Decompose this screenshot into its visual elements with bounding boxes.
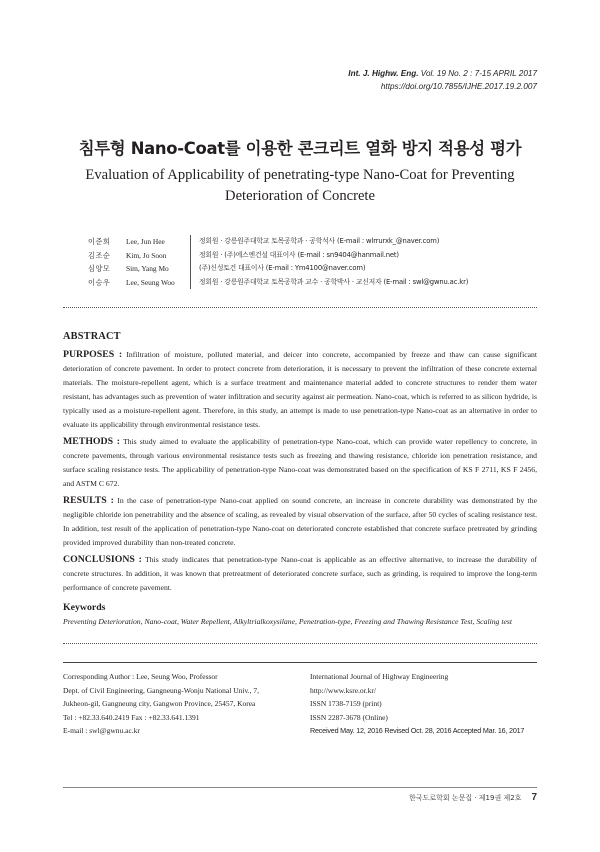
- corresponding-line: Dept. of Civil Engineering, Gangneung-Wonju National Univ., 7,: [63, 685, 259, 695]
- author-name-ko: 김조순: [88, 250, 111, 260]
- keywords-text: Preventing Deterioration, Nano-coat, Water Repellent, Alkyltrialkoxysilane, Penetration-type, Freezing and Thawing Resistance Test, Scaling test: [63, 617, 512, 626]
- footer-divider: [63, 787, 537, 788]
- journal-info-line: ISSN 2287-3678 (Online): [310, 712, 388, 722]
- results-paragraph: [63, 494, 537, 550]
- corresponding-line: Corresponding Author : Lee, Seung Woo, Professor: [63, 672, 218, 681]
- title-english: Evaluation of Applicability of penetrating-type Nano-Coat for Preventing Deterioration of Concrete: [85, 167, 515, 204]
- dotted-divider: [63, 643, 537, 644]
- corresponding-line: Tel : +82.33.640.2419 Fax : +82.33.641.1391: [63, 712, 200, 722]
- journal-info-line: International Journal of Highway Engineering: [310, 672, 449, 681]
- results-text: In the case of penetration-type Nano-coat applied on sound concrete, an increase in concrete durability was demonstrated by the negligible chloride ion penetrability and the absence of scaling, as revealed by visual observation of the surface, after 50 cycles of scaling resistance test. In addition, test result of the application of penetration-type Nano-coat on deteriorated concrete established that concrete surface pretreated by grinding provided improved durability than non-treated concrete.: [63, 496, 538, 547]
- author-name-en: Sim, Yang Mo: [126, 264, 169, 274]
- author-affiliation: (주)신성토건 대표이사 (E-mail : Ym4100@naver.com): [190, 262, 365, 276]
- author-name-en: Kim, Jo Soon: [126, 250, 167, 260]
- author-name-en: Lee, Seung Woo: [126, 277, 175, 287]
- author-name-en: Lee, Jun Hee: [126, 237, 165, 246]
- abstract-heading: ABSTRACT: [63, 331, 121, 342]
- conclusions-label: CONCLUSIONS :: [63, 554, 142, 565]
- author-affiliation: 정회원 · 강릉원주대학교 토목공학과 · 공학석사 (E-mail : wlrrurxk_@naver.com): [190, 235, 439, 249]
- author-row: [88, 262, 468, 276]
- dotted-divider: [63, 307, 537, 308]
- title-korean: 침투형 Nano-Coat를 이용한 콘크리트 열화 방지 적용성 평가: [78, 139, 522, 158]
- corresponding-author-block: [63, 670, 259, 738]
- author-row: [88, 249, 468, 263]
- methods-paragraph: [63, 435, 537, 491]
- page-number: 7: [531, 792, 537, 803]
- keywords-heading: Keywords: [63, 602, 106, 613]
- journal-info-block: [310, 670, 524, 738]
- purposes-text: Infiltration of moisture, polluted material, and deicer into concrete, accompanied by freeze and thaw can cause significant deterioration of concrete pavement. In order to protect concrete from deterioration, it is necessary to prevent the infiltration of these concrete external materials. The moisture-repellent agent, which is a surface treatment and maintenance material added to concrete structures to render them water resistant, has advantages such as prevention of water infiltration and security against air permeation. Nano-coat, which is referred to as silicon hydride, is typically used as a moisture-repellent agent. Therefore, in this study, an attempt is made to use penetration-type Nano-coat as an alternative in order to evaluate its applicability through environmental resistance tests.: [63, 350, 538, 429]
- journal-header: [348, 67, 537, 93]
- purposes-label: PURPOSES :: [63, 349, 123, 360]
- author-list: [88, 235, 468, 289]
- journal-info-line: ISSN 1738-7159 (print): [310, 699, 382, 708]
- footer-journal-name: 한국도로학회 논문집 · 제19권 제2호: [409, 794, 522, 802]
- volume-info: Vol. 19 No. 2 : 7-15 APRIL 2017: [420, 69, 537, 78]
- journal-url[interactable]: http://www.ksre.or.kr/: [310, 685, 376, 695]
- author-row: [88, 276, 468, 290]
- page-footer: [409, 792, 537, 803]
- author-affiliation: 정회원 · 강릉원주대학교 토목공학과 교수 · 공학박사 · 교신저자 (E-mail : swl@gwnu.ac.kr): [190, 276, 468, 290]
- author-name-ko: 심양모: [88, 264, 111, 274]
- methods-label: METHODS :: [63, 436, 120, 447]
- author-affiliation: 정회원 · (주)에스엔건설 대표이사 (E-mail : sn9404@hanmail.net): [190, 249, 399, 263]
- corresponding-email[interactable]: E-mail : swl@gwnu.ac.kr: [63, 726, 140, 735]
- received-dates: Received May. 12, 2016 Revised Oct. 28, 2016 Accepted Mar. 16, 2017: [310, 726, 525, 735]
- journal-name: Int. J. Highw. Eng.: [348, 69, 419, 78]
- abstract-section: [63, 330, 537, 629]
- methods-text: This study aimed to evaluate the applicability of penetration-type Nano-coat, which can provide water repellency to concrete, in concrete pavements, through various environmental resistance tests such as freezing and thawing resistance, chloride ion penetration resistance, and surface scaling resistance tests. The applicability of penetration-type Nano-coat was demonstrated based on the specification of KS F 2711, KS F 2456, and ASTM C 672.: [63, 437, 537, 488]
- conclusions-text: This study indicates that penetration-type Nano-coat is applicable as an effective alternative, to increase the durability of concrete structures. In addition, it was known that pretreatment of deteriorated concrete surface, such as grinding, is required to improve the long-term performance of concrete pavement.: [63, 555, 537, 592]
- author-name-ko: 이승우: [88, 277, 111, 287]
- results-label: RESULTS :: [63, 495, 114, 506]
- corresponding-line: Jukheon-gil, Gangneung city, Gangwon Province, 25457, Korea: [63, 699, 256, 708]
- solid-divider: [63, 662, 537, 663]
- author-name-ko: 이준희: [88, 237, 111, 246]
- doi-link[interactable]: https://doi.org/10.7855/IJHE.2017.19.2.007: [380, 82, 537, 91]
- conclusions-paragraph: [63, 553, 537, 595]
- purposes-paragraph: [63, 348, 537, 432]
- author-row: [88, 235, 468, 249]
